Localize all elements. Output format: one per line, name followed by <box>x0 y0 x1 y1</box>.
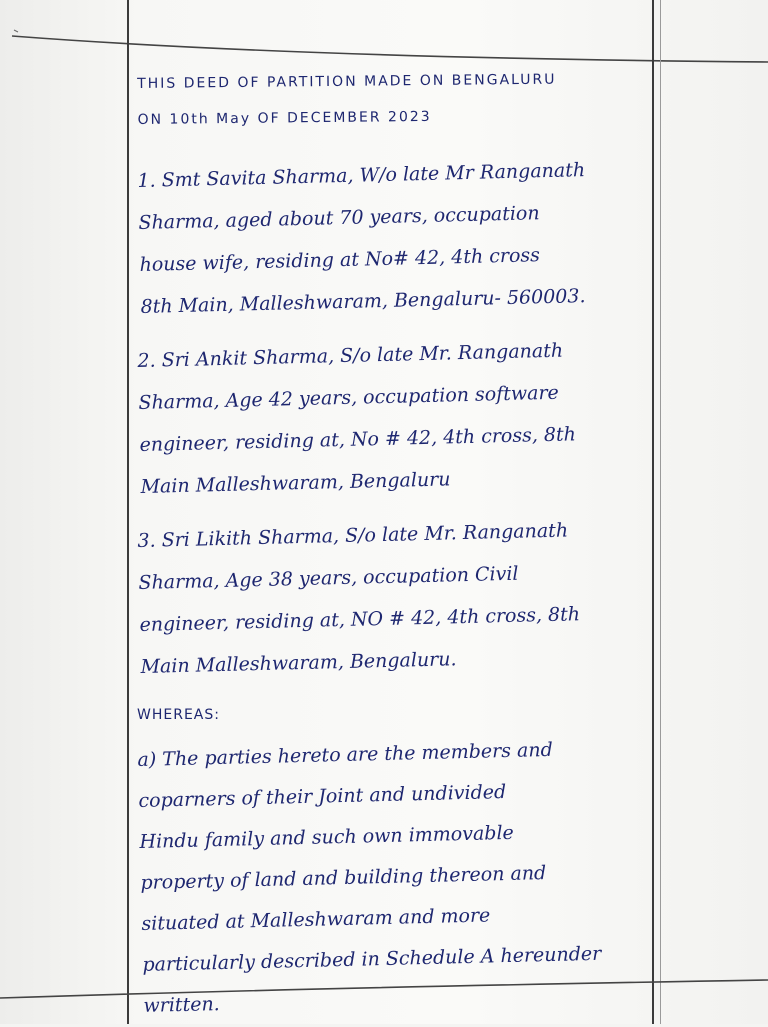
party-2-line: engineer, residing at, No # 42, 4th cross, 8th <box>139 423 577 456</box>
party-3-line: engineer, residing at, NO # 42, 4th cross, 8th <box>139 603 581 636</box>
party-2-line: Main Malleshwaram, Bengaluru <box>140 468 451 498</box>
party-3-line: Main Malleshwaram, Bengaluru. <box>140 648 457 678</box>
party-1-line: house wife, residing at No# 42, 4th cross <box>139 244 541 276</box>
right-margin-rule <box>652 0 654 1024</box>
party-3-line: 3. Sri Likith Sharma, S/o late Mr. Ranganath <box>137 519 569 552</box>
whereas-a-line: particularly described in Schedule A hereunder <box>142 942 602 976</box>
whereas-clause-a <box>137 728 654 1027</box>
party-1-line: 1. Smt Savita Sharma, W/o late Mr Ranganath <box>137 159 586 192</box>
whereas-a-line: coparners of their Joint and undivided <box>138 781 507 812</box>
party-1-line: 8th Main, Malleshwaram, Bengaluru- 560003. <box>140 285 586 318</box>
left-margin-rule <box>127 0 129 1024</box>
party-2 <box>137 328 651 508</box>
party-1 <box>137 148 651 328</box>
whereas-a-line: property of land and building thereon and <box>140 862 547 894</box>
whereas-label: WHEREAS: <box>137 707 220 723</box>
heading-line-2: ON 10th May OF DECEMBER 2023 <box>137 108 432 128</box>
party-2-line: 2. Sri Ankit Sharma, S/o late Mr. Ranganath <box>137 339 564 372</box>
party-3-line: Sharma, Age 38 years, occupation Civil <box>138 562 519 594</box>
whereas-a-line: Hindu family and such own immovable <box>139 821 515 853</box>
whereas-a-line: situated at Malleshwaram and more <box>141 904 491 935</box>
whereas-a-line: written. <box>143 993 220 1017</box>
deed-heading <box>137 61 648 138</box>
heading-line-1: THIS DEED OF PARTITION MADE ON BENGALURU <box>137 71 557 92</box>
party-3 <box>137 508 651 688</box>
right-margin-rule-faint <box>660 0 661 1024</box>
whereas-a-line: a) The parties hereto are the members and <box>137 738 553 771</box>
party-1-line: Sharma, aged about 70 years, occupation <box>138 202 540 234</box>
deed-text <box>137 66 647 1027</box>
party-2-line: Sharma, Age 42 years, occupation software <box>138 381 560 414</box>
